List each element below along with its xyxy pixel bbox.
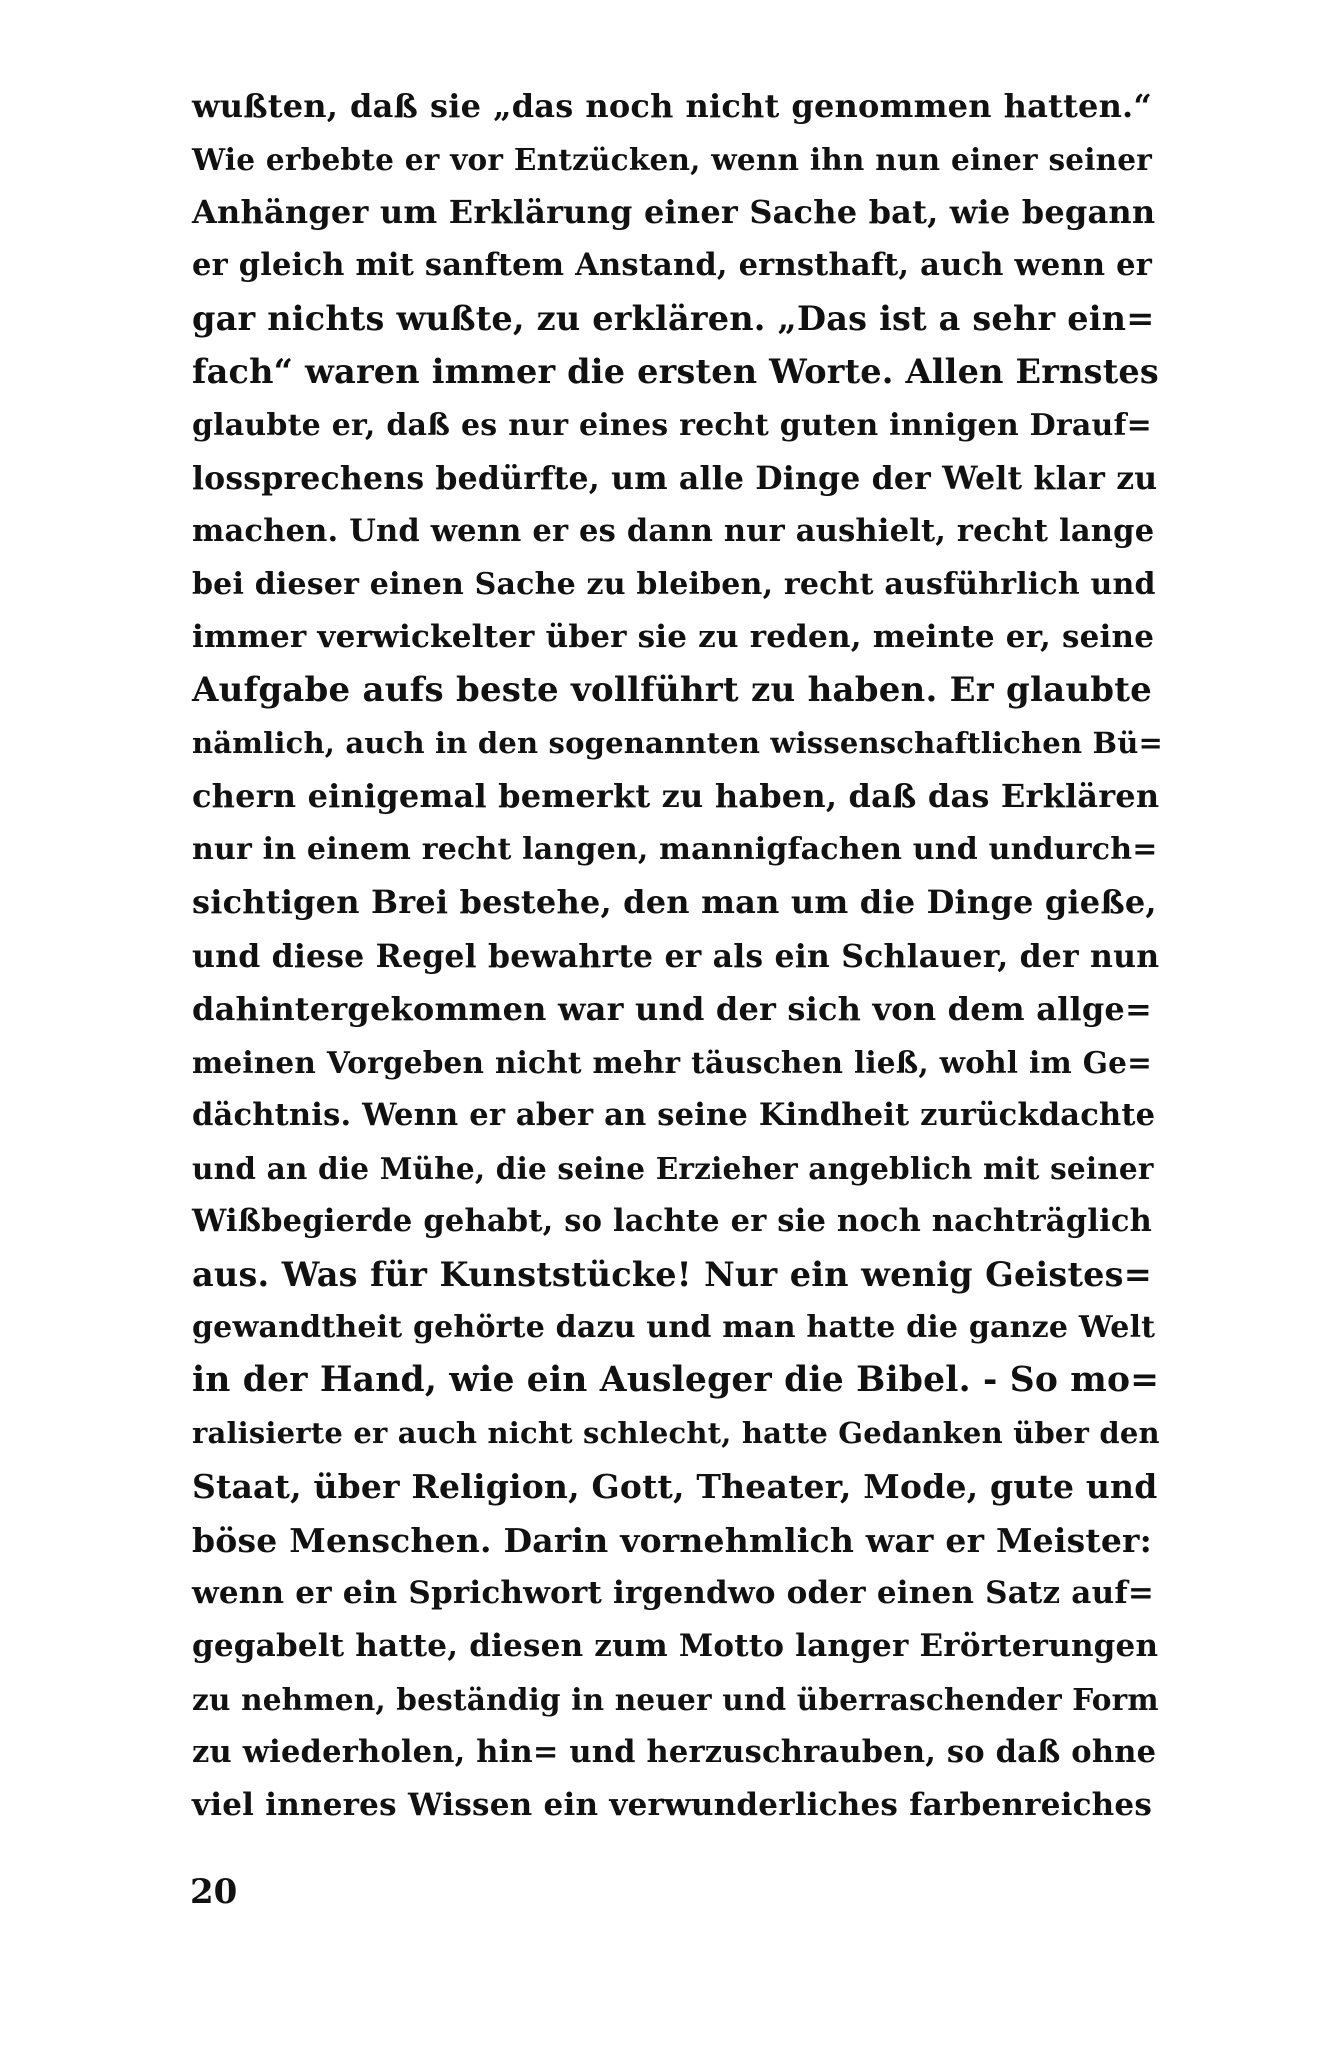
text-line-12: Aufgabe aufs beste vollführt zu haben. Er glaubte: [192, 670, 1152, 711]
text-line-8: lossprechens bedürfte, um alle Dinge der Welt klar zu: [192, 459, 1158, 497]
text-line-7: glaubte er, daß es nur eines recht guten innigen Drauf=: [192, 407, 1152, 443]
text-line-25: in der Hand, wie ein Ausleger die Bibel. - So mo=: [192, 1360, 1160, 1401]
text-line-3: Anhänger um Erklärung einer Sache bat, wie begann: [192, 193, 1156, 232]
text-line-2: Wie erbebte er vor Entzücken, wenn ihn nun einer seiner: [192, 142, 1152, 178]
text-line-17: und diese Regel bewahrte er als ein Schlauer, der nun: [192, 937, 1160, 975]
text-line-31: zu nehmen, beständig in neuer und überraschender Form: [192, 1681, 1159, 1717]
text-line-15: nur in einem recht langen, mannigfachen und undurch=: [192, 832, 1158, 868]
text-line-21: und an die Mühe, die seine Erzieher angeblich mit seiner: [192, 1150, 1154, 1186]
text-line-33: viel inneres Wissen ein verwunderliches farbenreiches: [192, 1787, 1152, 1823]
text-line-29: wenn er ein Sprichwort irgendwo oder einen Satz auf=: [192, 1574, 1155, 1611]
text-line-30: gegabelt hatte, diesen zum Motto langer Erörterungen: [192, 1627, 1159, 1664]
text-line-26: ralisierte er auch nicht schlecht, hatte Gedanken über den: [192, 1416, 1160, 1451]
text-line-1: wußten, daß sie „das noch nicht genommen hatten.“: [192, 87, 1152, 125]
body-text: [192, 80, 1164, 1832]
text-line-27: Staat, über Religion, Gott, Theater, Mode, gute und: [192, 1467, 1158, 1507]
text-line-28: böse Menschen. Darin vornehmlich war er Meister:: [192, 1520, 1152, 1560]
text-line-16: sichtigen Brei bestehe, den man um die Dinge gieße,: [192, 883, 1157, 922]
text-line-24: gewandtheit gehörte dazu und man hatte die ganze Welt: [192, 1310, 1156, 1346]
text-line-20: dächtnis. Wenn er aber an seine Kindheit zurückdachte: [192, 1096, 1156, 1133]
text-line-22: Wißbegierde gehabt, so lachte er sie noch nachträglich: [192, 1202, 1153, 1239]
text-line-13: nämlich, auch in den sogenannten wissenschaftlichen Bü=: [192, 726, 1164, 761]
text-line-10: bei dieser einen Sache zu bleiben, recht ausführlich und: [192, 566, 1156, 602]
text-line-19: meinen Vorgeben nicht mehr täuschen ließ, wohl im Ge=: [192, 1044, 1152, 1080]
text-line-32: zu wiederholen, hin= und herzuschrauben, so daß ohne: [192, 1733, 1157, 1770]
text-line-23: aus. Was für Kunststücke! Nur ein wenig Geistes=: [192, 1255, 1152, 1295]
text-line-11: immer verwickelter über sie zu reden, meinte er, seine: [192, 618, 1155, 655]
text-line-5: gar nichts wußte, zu erklären. „Das ist a sehr ein=: [192, 299, 1155, 339]
text-line-9: machen. Und wenn er es dann nur aushielt, recht lange: [192, 512, 1155, 549]
text-line-4: er gleich mit sanftem Anstand, ernsthaft, auch wenn er: [192, 247, 1152, 284]
text-line-14: chern einigemal bemerkt zu haben, daß das Erklären: [192, 777, 1160, 816]
page-number: 20: [190, 1872, 238, 1912]
text-line-6: fach“ waren immer die ersten Worte. Allen Ernstes: [192, 352, 1159, 392]
text-line-18: dahintergekommen war und der sich von dem allge=: [192, 989, 1152, 1028]
